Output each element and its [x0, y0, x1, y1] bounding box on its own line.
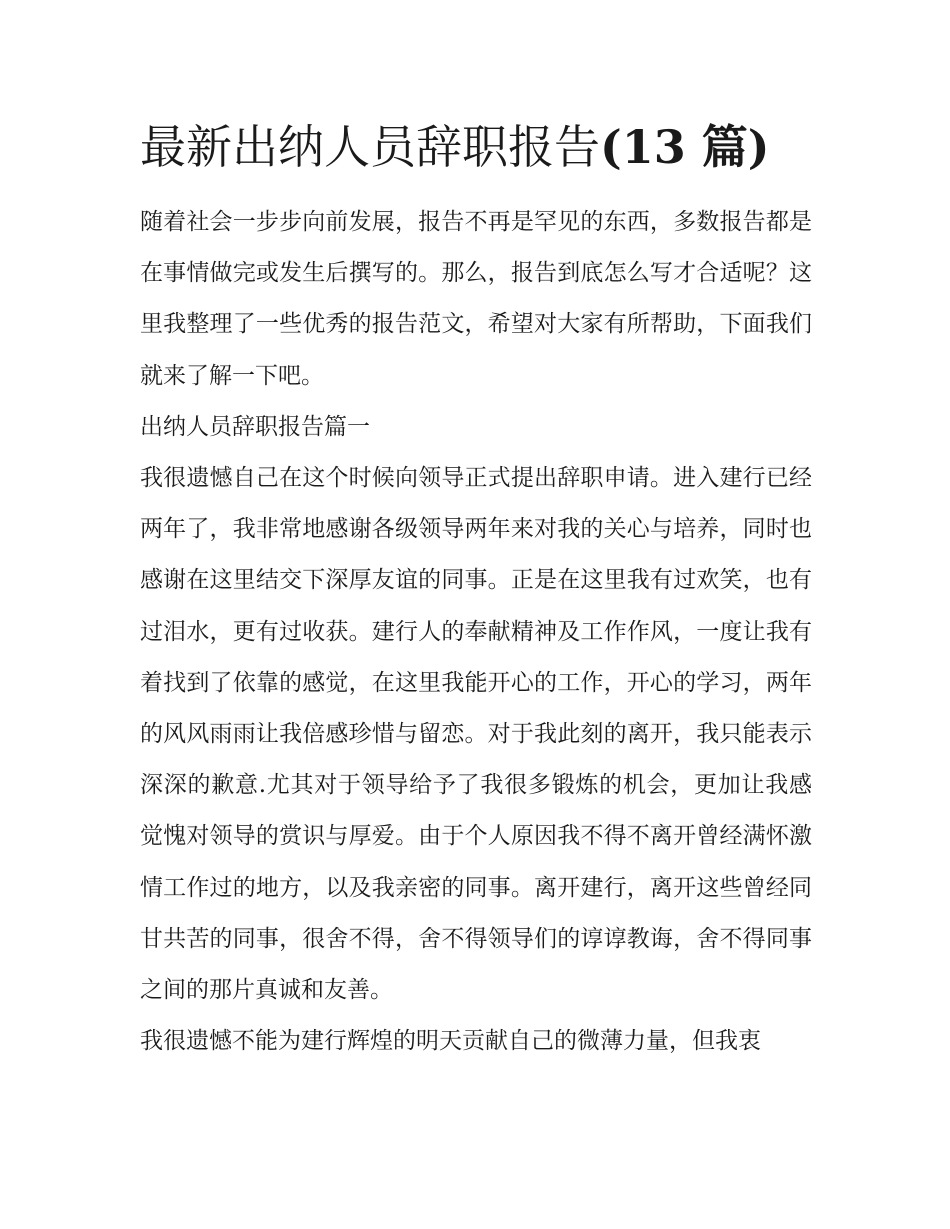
intro-paragraph: 随着社会一步步向前发展，报告不再是罕见的东西，多数报告都是在事情做完或发生后撰写的。那么，报告到底怎么写才合适呢？这里我整理了一些优秀的报告范文，希望对大家有所帮助，下面我们就来了解一下吧。: [140, 209, 812, 389]
document-title: [140, 112, 820, 182]
title-main: 最新出纳人员辞职报告: [140, 120, 600, 174]
body-paragraph: 我很遗憾不能为建行辉煌的明天贡献自己的微薄力量，但我衷: [140, 1028, 761, 1055]
title-count: (13 篇): [600, 120, 770, 174]
document-body: [140, 197, 812, 1067]
body-paragraph: 我很遗憾自己在这个时候向领导正式提出辞职申请。进入建行已经两年了，我非常地感谢各级领导两年来对我的关心与培养，同时也感谢在这里结交下深厚友谊的同事。正是在这里我有过欢笑，也有过泪水，更有过收获。建行人的奉献精神及工作作风，一度让我有着找到了依靠的感觉，在这里我能开心的工作，开心的学习，两年的风风雨雨让我倍感珍惜与留恋。对于我此刻的离开，我只能表示深深的歉意.尤其对于领导给予了我很多锻炼的机会，更加让我感觉愧对领导的赏识与厚爱。由于个人原因我不得不离开曾经满怀激情工作过的地方，以及我亲密的同事。离开建行，离开这些曾经同甘共苦的同事，很舍不得，舍不得领导们的谆谆教诲，舍不得同事之间的那片真诚和友善。: [140, 465, 812, 1004]
section-heading: 出纳人员辞职报告篇一: [140, 413, 370, 440]
